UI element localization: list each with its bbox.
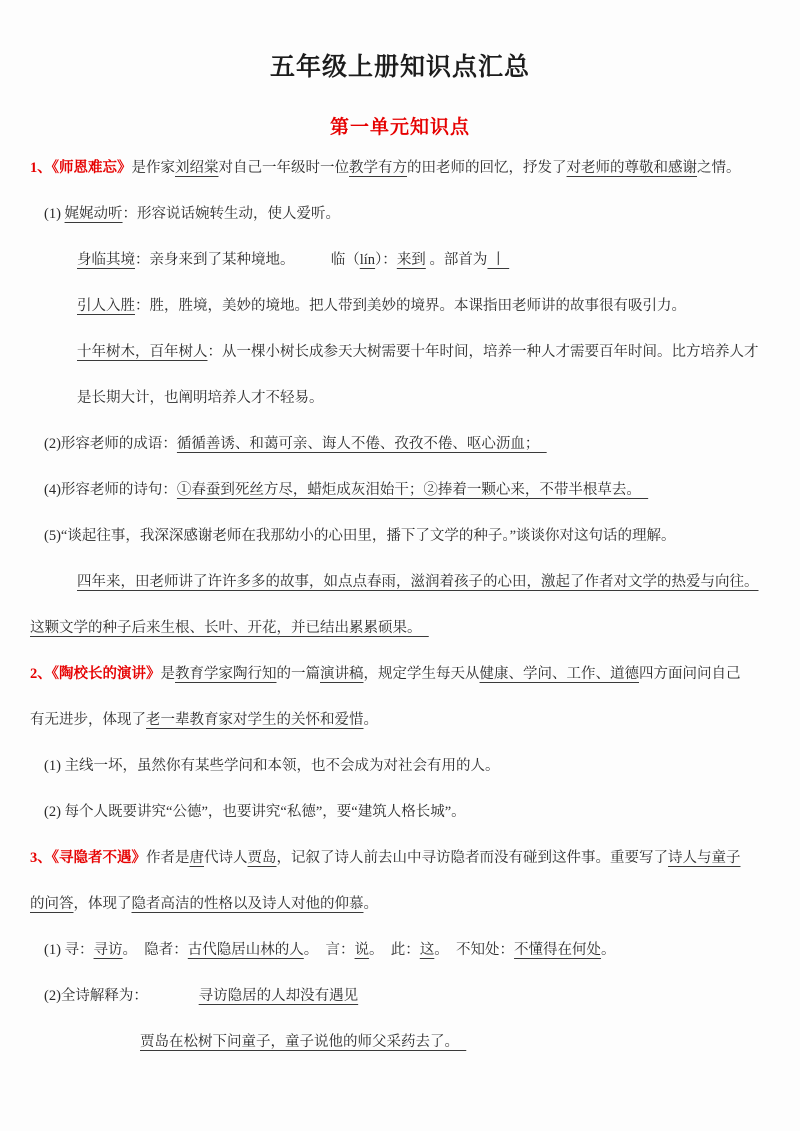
- text-segment: (2)全诗解释为：: [44, 988, 199, 1004]
- underlined-text: 古代隐居山林的人: [187, 942, 304, 958]
- text-segment: 有无进步，体现了: [30, 712, 146, 728]
- text-segment: 。 此：: [369, 942, 420, 958]
- underlined-text: 引人入胜: [77, 298, 135, 314]
- text-segment: (4)形容老师的诗句：: [44, 482, 177, 498]
- underlined-text: 诗人与童子: [668, 850, 741, 866]
- underlined-text: 十年树木，百年树人: [77, 344, 208, 360]
- text-segment: ：形容说话婉转生动，使人爱听。: [122, 206, 341, 222]
- underlined-text: 四年来，田老师讲了许许多多的故事，如点点春雨，滋润着孩子的心田，激起了作者对文学的热爱与向往。: [77, 574, 759, 590]
- text-segment: 代诗人: [204, 850, 248, 866]
- text-segment: ：胜，胜境，美妙的境地。把人带到美妙的境界。本课指田老师讲的故事很有吸引力。: [135, 298, 686, 314]
- paragraph-line: [30, 191, 780, 237]
- document-title: 五年级上册知识点汇总: [269, 54, 530, 81]
- underlined-text: 健康、学问、工作、道德: [479, 666, 639, 682]
- text-segment: 。: [601, 942, 616, 958]
- text-segment: (2)形容老师的成语：: [44, 436, 177, 452]
- text-segment: ：从一棵小树长成参天大树需要十年时间，培养一种人才需要百年时间。比方培养人才: [207, 344, 759, 360]
- underlined-text: 寻访: [93, 942, 123, 958]
- paragraph-line: [30, 1019, 780, 1065]
- paragraph-line: [30, 605, 780, 651]
- paragraph-line: [30, 835, 780, 881]
- text-segment: 。 言：: [303, 942, 355, 958]
- paragraph-line: [30, 329, 780, 375]
- text-segment: 的田老师的回忆，抒发了: [407, 160, 567, 176]
- paragraph-line: [30, 559, 780, 605]
- text-segment: 。: [363, 712, 378, 728]
- paragraph-line: [30, 513, 780, 559]
- text-segment: 。: [363, 896, 378, 912]
- text-segment: 是长期大计，也阐明培养人才不轻易。: [77, 390, 324, 406]
- underlined-text: 说: [354, 942, 370, 958]
- underlined-text: 循循善诱、和蔼可亲、诲人不倦、孜孜不倦、呕心沥血；: [176, 436, 547, 452]
- underlined-text: 教学有方: [349, 160, 407, 176]
- underlined-text: 寻访隐居的人却没有遇见: [198, 988, 359, 1004]
- underlined-text: 演讲稿: [320, 666, 364, 682]
- text-segment: (1) 寻：: [44, 942, 94, 958]
- underlined-text: 唐: [189, 850, 204, 866]
- underlined-text: 这: [419, 942, 435, 958]
- lesson-title: 2、《陶校长的演讲》: [30, 666, 161, 682]
- paragraph-line: [30, 467, 780, 513]
- text-segment: 是: [160, 666, 175, 682]
- paragraph-line: [30, 237, 780, 283]
- underlined-text: 贾岛: [247, 850, 277, 866]
- paragraph-line: [30, 743, 780, 789]
- paragraph-line: [30, 283, 780, 329]
- underlined-text: 刘绍棠: [175, 160, 219, 176]
- underlined-text: 身临其境: [77, 252, 135, 268]
- paragraph-line: [30, 789, 780, 835]
- text-segment: 。 隐者：: [122, 942, 188, 958]
- paragraph-line: [30, 973, 780, 1019]
- text-segment: (1): [44, 206, 65, 222]
- paragraph-line: [30, 651, 780, 697]
- underlined-text: 丨: [487, 252, 510, 268]
- text-segment: (5)“谈起往事，我深深感谢老师在我那幼小的心田里，播下了文学的种子。”谈谈你对这句话的理解。: [44, 528, 676, 544]
- text-segment: 。 不知处：: [434, 942, 515, 958]
- paragraph-line: [30, 927, 780, 973]
- text-segment: ，规定学生每天从: [363, 666, 480, 682]
- paragraph-line: [30, 421, 780, 467]
- lesson-title: 1、《师恩难忘》: [30, 160, 132, 176]
- paragraph-line: [30, 375, 780, 421]
- section-heading: 第一单元知识点: [329, 117, 470, 138]
- underlined-text: 娓娓动听: [64, 206, 123, 222]
- text-segment: ）：: [375, 252, 397, 268]
- text-segment: 是作家: [131, 160, 175, 176]
- text-segment: 四方面问问自己: [639, 666, 741, 682]
- underlined-text: lín: [359, 252, 376, 268]
- underlined-text: 不懂得在何处: [514, 942, 602, 958]
- underlined-text: 的问答: [30, 896, 74, 912]
- underlined-text: 这颗文学的种子后来生根、长叶、开花，并已结出累累硕果。: [30, 620, 429, 636]
- underlined-text: 老一辈教育家对学生的关怀和爱惜: [146, 712, 364, 728]
- underlined-text: 教育学家陶行知: [175, 666, 277, 682]
- underlined-text: 对老师的尊敬和感谢: [566, 160, 697, 176]
- text-segment: ，记叙了诗人前去山中寻访隐者而没有碰到这件事。重要写了: [276, 850, 668, 866]
- document-body: [0, 145, 800, 1065]
- text-segment: 作者是: [146, 850, 190, 866]
- underlined-text: ①春蚕到死丝方尽，蜡炬成灰泪始干；②捧着一颗心来，不带半根草去。: [176, 482, 649, 498]
- text-segment: ：亲身来到了某种境地。 临（: [135, 252, 360, 268]
- underlined-text: 隐者高洁的性格以及诗人对他的仰慕: [131, 896, 364, 912]
- text-segment: ，体现了: [73, 896, 132, 912]
- text-segment: 的一篇: [276, 666, 320, 682]
- underlined-text: 来到: [396, 252, 426, 268]
- underlined-text: 贾岛在松树下问童子，童子说他的师父采药去了。: [140, 1034, 467, 1050]
- paragraph-line: [30, 145, 780, 191]
- text-segment: (1) 主线一坏，虽然你有某些学问和本领，也不会成为对社会有用的人。: [44, 758, 500, 774]
- paragraph-line: [30, 697, 780, 743]
- text-segment: (2) 每个人既要讲究“公德”，也要讲究“私德”，要“建筑人格长城”。: [44, 804, 466, 820]
- lesson-title: 3、《寻隐者不遇》: [30, 850, 146, 866]
- text-segment: 。部首为: [425, 252, 488, 268]
- text-segment: 对自己一年级时一位: [218, 160, 349, 176]
- paragraph-line: [30, 881, 780, 927]
- text-segment: 之情。: [697, 160, 741, 176]
